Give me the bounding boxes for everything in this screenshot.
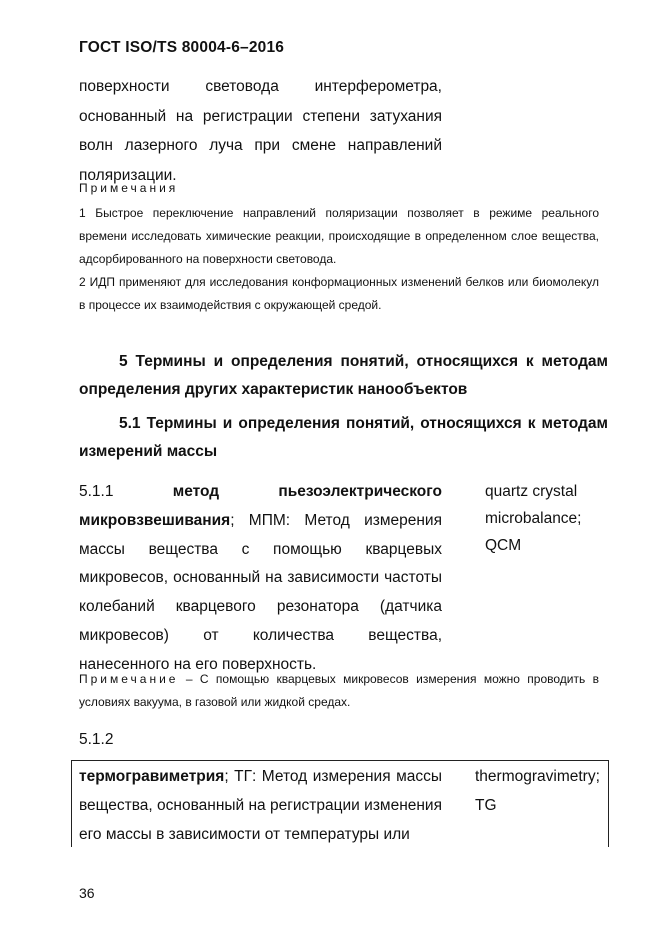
document-header: ГОСТ ISO/TS 80004-6–2016 [79, 39, 285, 56]
note-5-1-1 [79, 668, 599, 714]
term-5-1-2-definition [79, 763, 442, 849]
section-5-title: 5 Термины и определения понятий, относящихся к методам определения других характеристик нанообъектов [79, 353, 608, 398]
term-name: термогравиметрия [79, 768, 225, 785]
notes-list [79, 202, 599, 317]
note-label: Примечание [79, 672, 179, 686]
term-5-1-1-english: quartz crystal microbalance; QCM [485, 483, 582, 554]
term-5-1-2-english: thermogravimetry; TG [475, 768, 600, 814]
term-name: метод пьезоэлектрического микровзвешивания [79, 483, 442, 529]
note-item: 1 Быстрое переключение направлений поляризации позволяет в режиме реального времени исследовать химические реакции, происходящие в определенном слое вещества, адсорбированного на поверхности световода. [79, 206, 599, 266]
page-number: 36 [79, 885, 95, 901]
note-item: 2 ИДП применяют для исследования конформационных изменений белков или биомолекул в процессе их взаимодействия с окружающей средой. [79, 275, 599, 312]
term-5-1-2-number: 5.1.2 [79, 731, 114, 748]
continuation-text: поверхности световода интерферометра, основанный на регистрации степени затухания волн лазерного луча при смене направлений поляризации. [79, 78, 442, 184]
term-number: 5.1.1 [79, 483, 114, 500]
term-definition: ; ТГ: Метод измерения массы вещества, основанный на регистрации изменения его массы в зависимости от температуры или [79, 768, 442, 843]
note-text: – С помощью кварцевых микровесов измерения можно проводить в условиях вакуума, в газовой или жидкой средах. [79, 672, 599, 709]
section-5-1-title: 5.1 Термины и определения понятий, относящихся к методам измерений массы [79, 415, 608, 460]
term-definition: ; МПМ: Метод измерения массы вещества с помощью кварцевых микровесов, основанный на зависимости частоты колебаний кварцевого резонатора (датчика микровесов) от количества вещества, нанесенного на его поверхность. [79, 511, 442, 673]
term-5-1-1-definition [79, 478, 442, 680]
notes-heading: Примечания [79, 181, 179, 195]
